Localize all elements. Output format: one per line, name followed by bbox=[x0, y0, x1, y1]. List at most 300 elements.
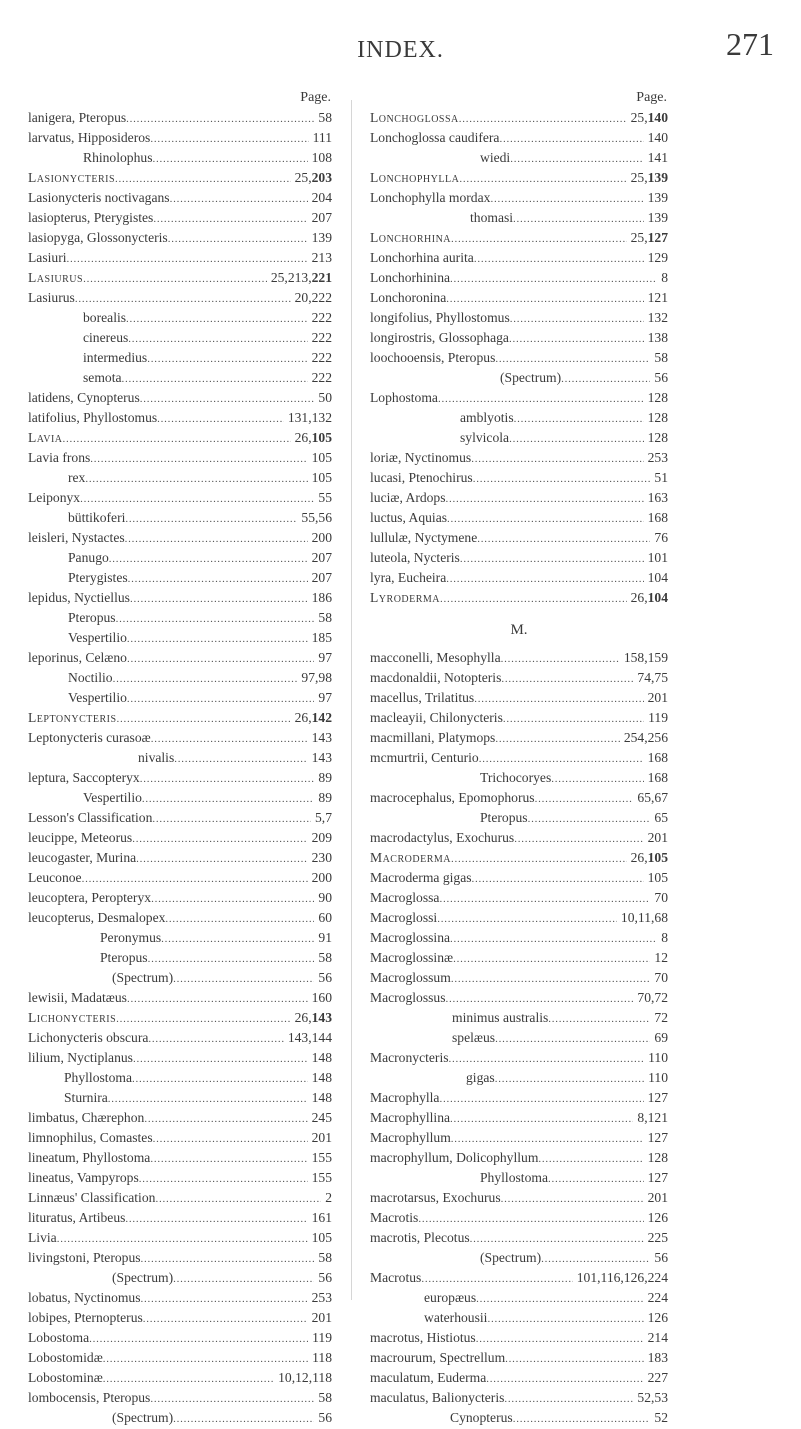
entry-name: lasiopyga, Glossonycteris bbox=[28, 230, 168, 245]
entry-name: Lyroderma bbox=[370, 590, 441, 605]
entry-pages bbox=[617, 908, 668, 928]
entry-name: Lesson's Classification bbox=[28, 810, 153, 825]
index-entry bbox=[370, 1008, 668, 1028]
entry-pages bbox=[644, 748, 668, 768]
page-refs: 201 bbox=[647, 690, 668, 705]
index-entry bbox=[370, 1308, 668, 1328]
entry-name: Sturnira bbox=[64, 1090, 108, 1105]
page-refs: 207 bbox=[311, 570, 332, 585]
index-entry bbox=[28, 528, 332, 548]
index-entry bbox=[28, 1388, 332, 1408]
leader-dots bbox=[168, 228, 308, 249]
leader-dots bbox=[471, 448, 643, 469]
page-refs: 90 bbox=[318, 890, 332, 905]
entry-pages bbox=[633, 988, 668, 1008]
page-refs: 111 bbox=[312, 130, 332, 145]
page-refs: 105 bbox=[311, 1230, 332, 1245]
leader-dots bbox=[113, 668, 298, 689]
entry-pages bbox=[308, 1088, 332, 1108]
entry-name: macrotarsus, Exochurus bbox=[370, 1190, 501, 1205]
entry-pages bbox=[308, 868, 332, 888]
leader-dots bbox=[476, 1328, 644, 1349]
entry-pages bbox=[657, 928, 668, 948]
index-entry bbox=[370, 1408, 668, 1428]
index-entry bbox=[28, 648, 332, 668]
entry-pages bbox=[308, 588, 332, 608]
index-entry bbox=[28, 128, 332, 148]
leader-dots bbox=[125, 1208, 307, 1229]
entry-pages bbox=[321, 1188, 332, 1208]
entry-name: thomasi bbox=[470, 210, 514, 225]
page-refs: 26, bbox=[294, 430, 312, 445]
page-refs: 52,53 bbox=[637, 1390, 668, 1405]
entry-name: Macroglossus bbox=[370, 990, 446, 1005]
entry-name: maculatus, Balionycteris bbox=[370, 1390, 505, 1405]
index-entry bbox=[370, 708, 668, 728]
entry-name: Cynopterus bbox=[450, 1410, 513, 1425]
index-entry bbox=[370, 1068, 668, 1088]
entry-pages bbox=[644, 768, 668, 788]
entry-pages bbox=[314, 488, 332, 508]
entry-pages bbox=[308, 848, 332, 868]
leader-dots bbox=[127, 648, 314, 669]
page-refs: 110 bbox=[648, 1070, 668, 1085]
index-entry bbox=[28, 688, 332, 708]
leader-dots bbox=[139, 1168, 308, 1189]
entry-name: Linnæus' Classification bbox=[28, 1190, 156, 1205]
entry-name: longirostris, Glossophaga bbox=[370, 330, 509, 345]
index-entry bbox=[370, 1188, 668, 1208]
page-refs: 139 bbox=[647, 190, 668, 205]
page-refs: 148 bbox=[311, 1050, 332, 1065]
leader-dots bbox=[75, 288, 291, 309]
leader-dots bbox=[453, 948, 650, 969]
page-refs: 58 bbox=[318, 1390, 332, 1405]
index-entry bbox=[28, 188, 332, 208]
index-entry bbox=[370, 428, 668, 448]
entry-name: Vespertilio bbox=[68, 630, 127, 645]
entry-pages bbox=[627, 168, 668, 188]
page-refs: 139 bbox=[647, 210, 668, 225]
index-entry bbox=[370, 308, 668, 328]
principal-page-ref: 139 bbox=[647, 170, 668, 185]
page-refs: 105 bbox=[311, 470, 332, 485]
entry-pages bbox=[644, 408, 668, 428]
entry-name: loochooensis, Pteropus bbox=[370, 350, 496, 365]
page-refs: 105 bbox=[311, 450, 332, 465]
entry-name: Macroglossina bbox=[370, 930, 451, 945]
entry-pages bbox=[308, 228, 332, 248]
page-refs: 158,159 bbox=[623, 650, 668, 665]
entry-name: macdonaldii, Notopteris bbox=[370, 670, 502, 685]
leader-dots bbox=[421, 1268, 572, 1289]
leader-dots bbox=[148, 948, 315, 969]
index-entry bbox=[370, 1368, 668, 1388]
entry-name: Macroderma gigas bbox=[370, 870, 472, 885]
entry-name: Lasiurus bbox=[28, 290, 75, 305]
entry-name: leucippe, Meteorus bbox=[28, 830, 133, 845]
page-refs: 70 bbox=[654, 970, 668, 985]
leader-dots bbox=[150, 1148, 307, 1169]
index-entry bbox=[28, 748, 332, 768]
index-entry bbox=[370, 588, 668, 608]
entry-name: spelæus bbox=[452, 1030, 496, 1045]
leader-dots bbox=[439, 888, 650, 909]
leader-dots bbox=[67, 248, 308, 269]
entry-name: macmillani, Platymops bbox=[370, 730, 496, 745]
entry-pages bbox=[314, 1408, 332, 1428]
index-entry bbox=[370, 688, 668, 708]
entry-name: lineatum, Phyllostoma bbox=[28, 1150, 151, 1165]
entry-name: macrotus, Histiotus bbox=[370, 1330, 476, 1345]
entry-name: Macrophylla bbox=[370, 1090, 440, 1105]
leader-dots bbox=[449, 1048, 645, 1069]
page-refs: 60 bbox=[318, 910, 332, 925]
leader-dots bbox=[509, 328, 644, 349]
entry-name: Macrotis bbox=[370, 1210, 419, 1225]
page-refs: 50 bbox=[318, 390, 332, 405]
entry-name: latifolius, Phyllostomus bbox=[28, 410, 158, 425]
page-refs: 8 bbox=[661, 930, 668, 945]
entry-pages bbox=[627, 588, 668, 608]
index-entry bbox=[28, 388, 332, 408]
entry-name: Phyllostoma bbox=[64, 1070, 132, 1085]
page-refs: 101 bbox=[647, 550, 668, 565]
index-entry bbox=[370, 1328, 668, 1348]
section-letter: M. bbox=[510, 622, 528, 638]
entry-pages bbox=[314, 108, 332, 128]
entry-name: sylvicola bbox=[460, 430, 510, 445]
page-refs: 160 bbox=[311, 990, 332, 1005]
entry-pages bbox=[308, 368, 332, 388]
page-refs: 56 bbox=[318, 970, 332, 985]
entry-name: Vespertilio bbox=[68, 690, 127, 705]
entry-pages bbox=[308, 328, 332, 348]
entry-name: Pterygistes bbox=[68, 570, 128, 585]
entry-name: Pteropus bbox=[100, 950, 148, 965]
index-entry bbox=[28, 1408, 332, 1428]
entry-name: Lobostomidæ bbox=[28, 1350, 103, 1365]
leader-dots bbox=[82, 868, 308, 889]
leader-dots bbox=[153, 208, 307, 229]
entry-name: semota bbox=[83, 370, 122, 385]
index-entry bbox=[370, 408, 668, 428]
leader-dots bbox=[509, 428, 644, 449]
page-refs: 56 bbox=[318, 1410, 332, 1425]
index-entry bbox=[370, 1288, 668, 1308]
entry-name: Lonchoronina bbox=[370, 290, 447, 305]
entry-pages bbox=[308, 548, 332, 568]
index-entry bbox=[28, 608, 332, 628]
leader-dots bbox=[501, 668, 633, 689]
entry-pages bbox=[314, 688, 332, 708]
entry-pages bbox=[633, 1108, 668, 1128]
entry-name: Lonchophylla bbox=[370, 170, 460, 185]
index-entry bbox=[28, 1368, 332, 1388]
leader-dots bbox=[451, 1128, 644, 1149]
index-entry bbox=[370, 568, 668, 588]
leader-dots bbox=[151, 728, 308, 749]
index-entry bbox=[370, 168, 668, 188]
index-entry bbox=[370, 388, 668, 408]
page-refs: 168 bbox=[647, 510, 668, 525]
index-entry bbox=[370, 948, 668, 968]
page-refs: 126 bbox=[647, 1310, 668, 1325]
entry-name: Lichonycteris obscura bbox=[28, 1030, 149, 1045]
leader-dots bbox=[450, 268, 657, 289]
leader-dots bbox=[155, 1188, 321, 1209]
index-entry bbox=[370, 188, 668, 208]
leader-dots bbox=[125, 508, 297, 529]
entry-pages bbox=[314, 608, 332, 628]
entry-pages bbox=[644, 508, 668, 528]
entry-pages bbox=[650, 368, 668, 388]
index-entry bbox=[28, 348, 332, 368]
entry-pages bbox=[308, 248, 332, 268]
leader-dots bbox=[83, 268, 267, 289]
entry-name: Macrotus bbox=[370, 1270, 422, 1285]
entry-pages bbox=[644, 1088, 668, 1108]
index-entry bbox=[28, 268, 332, 288]
entry-name: Macrophyllum bbox=[370, 1130, 451, 1145]
index-entry bbox=[28, 948, 332, 968]
leader-dots bbox=[446, 988, 634, 1009]
column-divider bbox=[351, 100, 352, 1300]
page-refs: 186 bbox=[311, 590, 332, 605]
entry-pages bbox=[644, 328, 668, 348]
leader-dots bbox=[513, 1408, 651, 1429]
leader-dots bbox=[151, 888, 314, 909]
index-entry bbox=[28, 328, 332, 348]
page-refs: 26, bbox=[630, 590, 648, 605]
index-entry bbox=[370, 1048, 668, 1068]
page-refs: 161 bbox=[311, 1210, 332, 1225]
leader-dots bbox=[132, 1068, 308, 1089]
entry-pages bbox=[308, 208, 332, 228]
leader-dots bbox=[490, 188, 643, 209]
index-entry bbox=[370, 1108, 668, 1128]
page-column-label: Page. bbox=[300, 90, 331, 105]
leader-dots bbox=[173, 968, 314, 989]
entry-pages bbox=[644, 1168, 668, 1188]
index-entry bbox=[370, 1168, 668, 1188]
index-entry bbox=[28, 1048, 332, 1068]
entry-pages bbox=[650, 528, 668, 548]
index-entry bbox=[28, 868, 332, 888]
index-list bbox=[28, 108, 332, 1428]
page-refs: 139 bbox=[311, 230, 332, 245]
entry-pages bbox=[314, 648, 332, 668]
entry-pages bbox=[650, 808, 668, 828]
entry-name: leptura, Saccopteryx bbox=[28, 770, 140, 785]
entry-name: lituratus, Artibeus bbox=[28, 1210, 126, 1225]
page-refs: 138 bbox=[647, 330, 668, 345]
index-list bbox=[370, 108, 668, 608]
page-refs: 58 bbox=[654, 350, 668, 365]
entry-name: leucogaster, Murina bbox=[28, 850, 137, 865]
entry-pages bbox=[644, 288, 668, 308]
entry-pages bbox=[308, 1168, 332, 1188]
entry-pages bbox=[308, 728, 332, 748]
leader-dots bbox=[495, 1028, 650, 1049]
entry-name: (Spectrum) bbox=[112, 970, 174, 985]
entry-name: borealis bbox=[83, 310, 127, 325]
index-entry bbox=[370, 788, 668, 808]
page-refs: 245 bbox=[311, 1110, 332, 1125]
leader-dots bbox=[148, 1028, 283, 1049]
entry-pages bbox=[291, 428, 332, 448]
principal-page-ref: 140 bbox=[647, 110, 668, 125]
leader-dots bbox=[486, 1368, 643, 1389]
entry-pages bbox=[308, 148, 332, 168]
leader-dots bbox=[514, 828, 643, 849]
page-refs: 155 bbox=[311, 1150, 332, 1165]
page-refs: 148 bbox=[311, 1070, 332, 1085]
index-entry bbox=[370, 728, 668, 748]
page-refs: 214 bbox=[647, 1330, 668, 1345]
entry-name: lullulæ, Nyctymene bbox=[370, 530, 478, 545]
index-entry bbox=[28, 408, 332, 428]
entry-pages bbox=[314, 1268, 332, 1288]
entry-name: Lasionycteris bbox=[28, 170, 116, 185]
index-entry bbox=[370, 808, 668, 828]
entry-name: (Spectrum) bbox=[480, 1250, 542, 1265]
leader-dots bbox=[446, 288, 643, 309]
index-entry bbox=[370, 448, 668, 468]
entry-pages bbox=[650, 948, 668, 968]
page-refs: 108 bbox=[311, 150, 332, 165]
index-entry bbox=[370, 868, 668, 888]
leader-dots bbox=[141, 1288, 308, 1309]
leader-dots bbox=[503, 708, 644, 729]
page-refs: 51 bbox=[654, 470, 668, 485]
leader-dots bbox=[127, 988, 308, 1009]
entry-name: Macronycteris bbox=[370, 1050, 449, 1065]
leader-dots bbox=[125, 528, 308, 549]
index-entry bbox=[28, 168, 332, 188]
entry-name: cinereus bbox=[83, 330, 129, 345]
entry-name: limbatus, Chærephon bbox=[28, 1110, 145, 1125]
entry-name: Pteropus bbox=[480, 810, 528, 825]
entry-name: Panugo bbox=[68, 550, 109, 565]
entry-pages bbox=[644, 1188, 668, 1208]
entry-pages bbox=[308, 1348, 332, 1368]
leader-dots bbox=[541, 1248, 650, 1269]
entry-pages bbox=[308, 1108, 332, 1128]
page-refs: 128 bbox=[647, 390, 668, 405]
page-refs: 26, bbox=[630, 850, 648, 865]
leader-dots bbox=[513, 208, 644, 229]
leader-dots bbox=[505, 1348, 643, 1369]
page-refs: 25,213, bbox=[270, 270, 312, 285]
entry-pages bbox=[308, 348, 332, 368]
leader-dots bbox=[447, 508, 644, 529]
index-entry bbox=[370, 508, 668, 528]
leader-dots bbox=[150, 1388, 314, 1409]
entry-pages bbox=[314, 968, 332, 988]
index-entry bbox=[28, 1008, 332, 1028]
page-refs: 213 bbox=[311, 250, 332, 265]
entry-name: Lonchoglossa bbox=[370, 110, 459, 125]
leader-dots bbox=[63, 428, 291, 449]
entry-name: mcmurtrii, Centurio bbox=[370, 750, 479, 765]
page-refs: 200 bbox=[311, 870, 332, 885]
entry-name: (Spectrum) bbox=[500, 370, 562, 385]
leader-dots bbox=[504, 1388, 633, 1409]
leader-dots bbox=[450, 1108, 633, 1129]
principal-page-ref: 105 bbox=[647, 850, 668, 865]
entry-name: luciæ, Ardops bbox=[370, 490, 446, 505]
entry-name: gigas bbox=[466, 1070, 495, 1085]
page-refs: 58 bbox=[318, 110, 332, 125]
entry-pages bbox=[308, 748, 332, 768]
principal-page-ref: 105 bbox=[311, 430, 332, 445]
leader-dots bbox=[150, 128, 308, 149]
page-refs: 58 bbox=[318, 1250, 332, 1265]
principal-page-ref: 221 bbox=[311, 270, 332, 285]
index-entry bbox=[28, 1108, 332, 1128]
page-refs: 70,72 bbox=[637, 990, 668, 1005]
leader-dots bbox=[510, 148, 643, 169]
index-entry bbox=[370, 1088, 668, 1108]
right-column bbox=[370, 88, 668, 1428]
leader-dots bbox=[477, 528, 650, 549]
index-entry bbox=[28, 708, 332, 728]
entry-name: macrotis, Plecotus bbox=[370, 1230, 470, 1245]
page-refs: 168 bbox=[647, 750, 668, 765]
principal-page-ref: 127 bbox=[647, 230, 668, 245]
page-refs: 143,144 bbox=[287, 1030, 332, 1045]
leader-dots bbox=[147, 348, 307, 369]
leader-dots bbox=[460, 548, 644, 569]
leader-dots bbox=[174, 748, 307, 769]
page-refs: 69 bbox=[654, 1030, 668, 1045]
index-entry bbox=[370, 248, 668, 268]
leader-dots bbox=[165, 908, 314, 929]
page-refs: 225 bbox=[647, 1230, 668, 1245]
entry-name: limnophilus, Comastes bbox=[28, 1130, 153, 1145]
entry-name: Lonchorhina bbox=[370, 230, 452, 245]
page-refs: 119 bbox=[312, 1330, 332, 1345]
leader-dots bbox=[90, 448, 307, 469]
page-refs: 201 bbox=[647, 1190, 668, 1205]
leader-dots bbox=[143, 1308, 308, 1329]
index-entry bbox=[28, 1028, 332, 1048]
leader-dots bbox=[548, 1008, 650, 1029]
entry-pages bbox=[308, 308, 332, 328]
leader-dots bbox=[459, 168, 626, 189]
entry-pages bbox=[644, 448, 668, 468]
page-refs: 253 bbox=[311, 1290, 332, 1305]
index-entry bbox=[370, 668, 668, 688]
entry-name: lilium, Nyctiplanus bbox=[28, 1050, 133, 1065]
entry-pages bbox=[314, 1388, 332, 1408]
entry-pages bbox=[309, 128, 332, 148]
page-refs: 222 bbox=[311, 330, 332, 345]
page-refs: 52 bbox=[654, 1410, 668, 1425]
index-entry bbox=[370, 648, 668, 668]
entry-name: (Spectrum) bbox=[112, 1410, 174, 1425]
entry-name: Pteropus bbox=[68, 610, 116, 625]
index-entry bbox=[370, 228, 668, 248]
index-entry bbox=[370, 368, 668, 388]
leader-dots bbox=[132, 828, 307, 849]
index-entry bbox=[370, 268, 668, 288]
entry-name: lanigera, Pteropus bbox=[28, 110, 127, 125]
entry-pages bbox=[284, 408, 332, 428]
index-entry bbox=[370, 928, 668, 948]
entry-pages bbox=[311, 808, 332, 828]
